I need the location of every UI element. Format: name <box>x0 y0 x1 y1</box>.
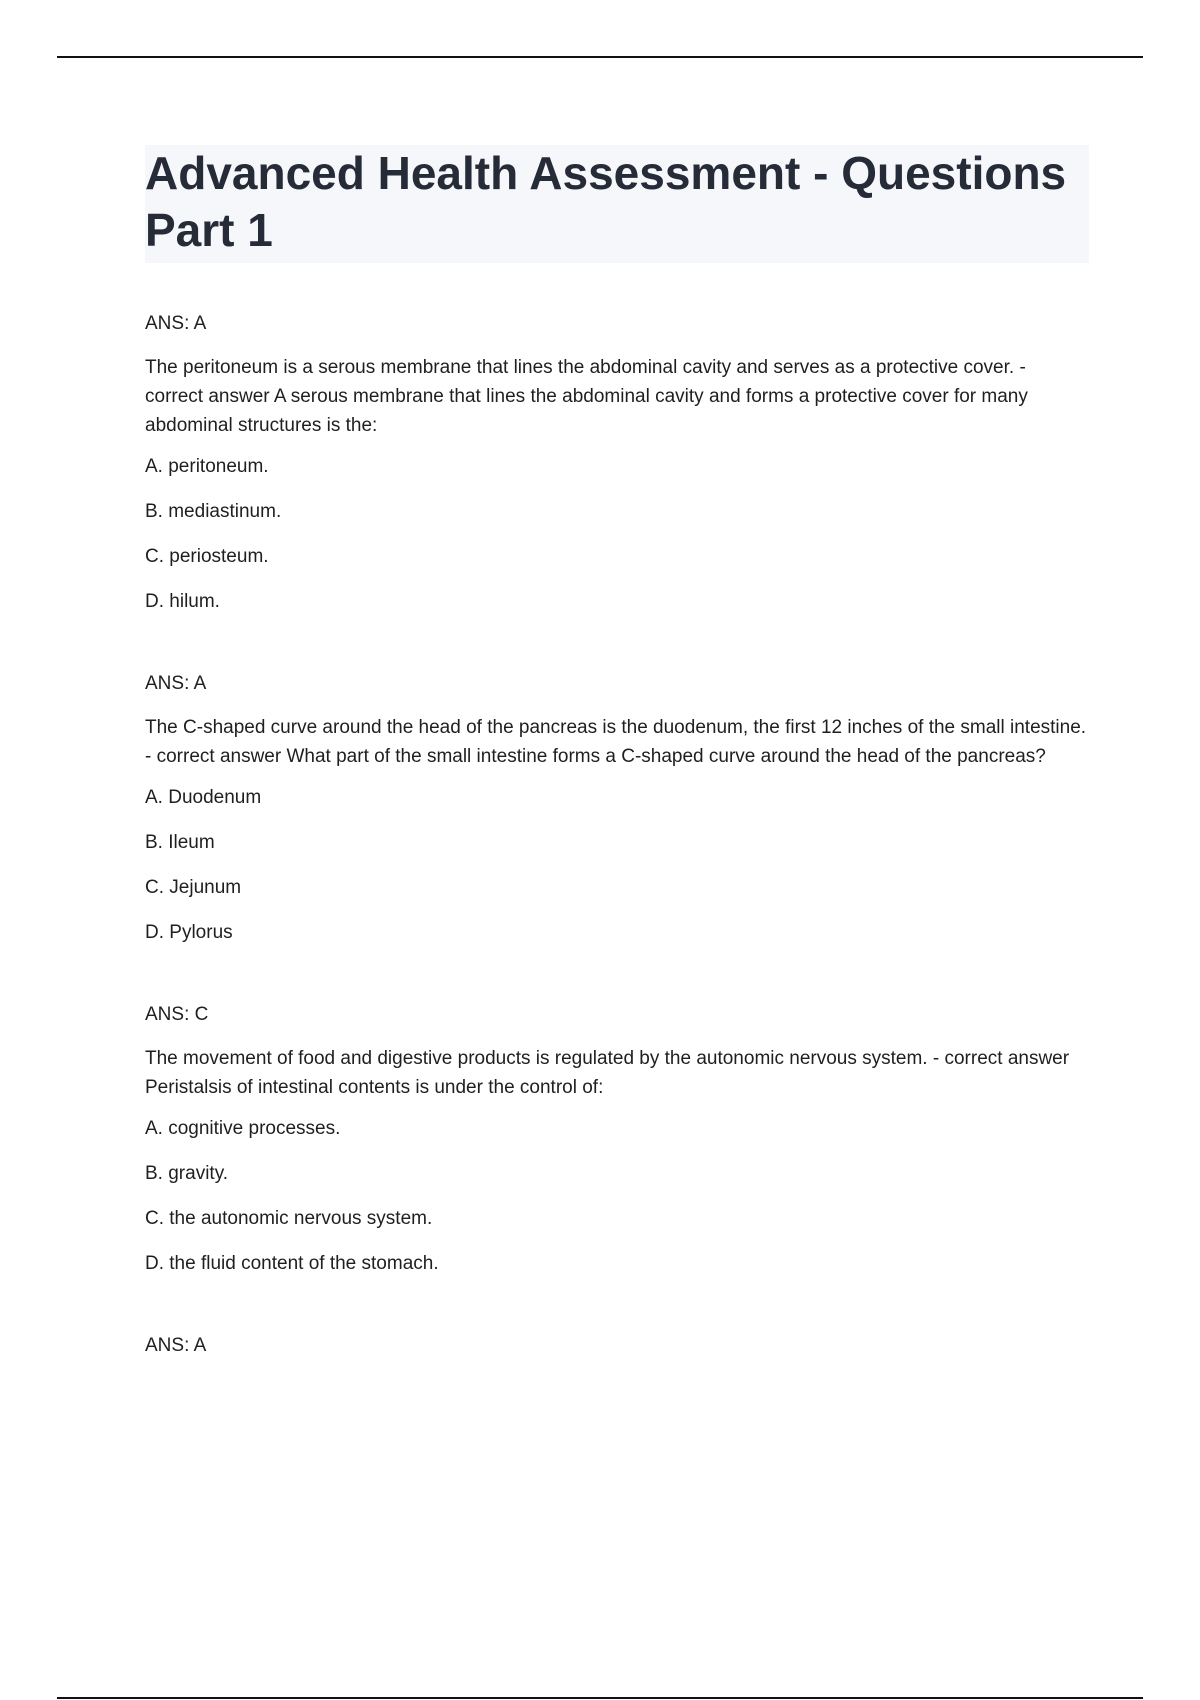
top-rule <box>57 56 1143 58</box>
option-a: A. peritoneum. <box>145 456 269 477</box>
question-4 <box>145 1331 1089 1361</box>
option-a: A. Duodenum <box>145 787 262 808</box>
title-block <box>145 145 1089 263</box>
question-text: The C-shaped curve around the head of the pancreas is the duodenum, the first 12 inches of the small intestine. - correct answer What part of the small intestine forms a C-shaped curve around the head of the pancreas? <box>145 717 1087 767</box>
option-c: C. the autonomic nervous system. <box>145 1208 433 1229</box>
question-text: The movement of food and digestive products is regulated by the autonomic nervous system. - correct answer Peristalsis of intestinal contents is under the control of: <box>145 1048 1070 1098</box>
answer-line: ANS: C <box>145 1004 209 1025</box>
question-3 <box>145 1000 1089 1279</box>
question-2 <box>145 669 1089 948</box>
option-c: C. Jejunum <box>145 877 242 898</box>
option-b: B. mediastinum. <box>145 501 282 522</box>
document-body <box>145 145 1089 1413</box>
option-c: C. periosteum. <box>145 546 269 567</box>
option-a: A. cognitive processes. <box>145 1118 341 1139</box>
option-b: B. gravity. <box>145 1163 229 1184</box>
option-d: D. the fluid content of the stomach. <box>145 1253 439 1274</box>
answer-line: ANS: A <box>145 313 207 334</box>
option-d: D. hilum. <box>145 591 220 612</box>
page-title: Advanced Health Assessment - Questions Part 1 <box>145 147 1067 256</box>
question-text: The peritoneum is a serous membrane that lines the abdominal cavity and serves as a protective cover. - correct answer A serous membrane that lines the abdominal cavity and forms a protective cover for many abdominal structures is the: <box>145 357 1028 436</box>
option-b: B. Ileum <box>145 832 215 853</box>
answer-line: ANS: A <box>145 1335 207 1356</box>
option-d: D. Pylorus <box>145 922 233 943</box>
question-1 <box>145 309 1089 617</box>
answer-line: ANS: A <box>145 673 207 694</box>
bottom-rule <box>57 1697 1143 1699</box>
